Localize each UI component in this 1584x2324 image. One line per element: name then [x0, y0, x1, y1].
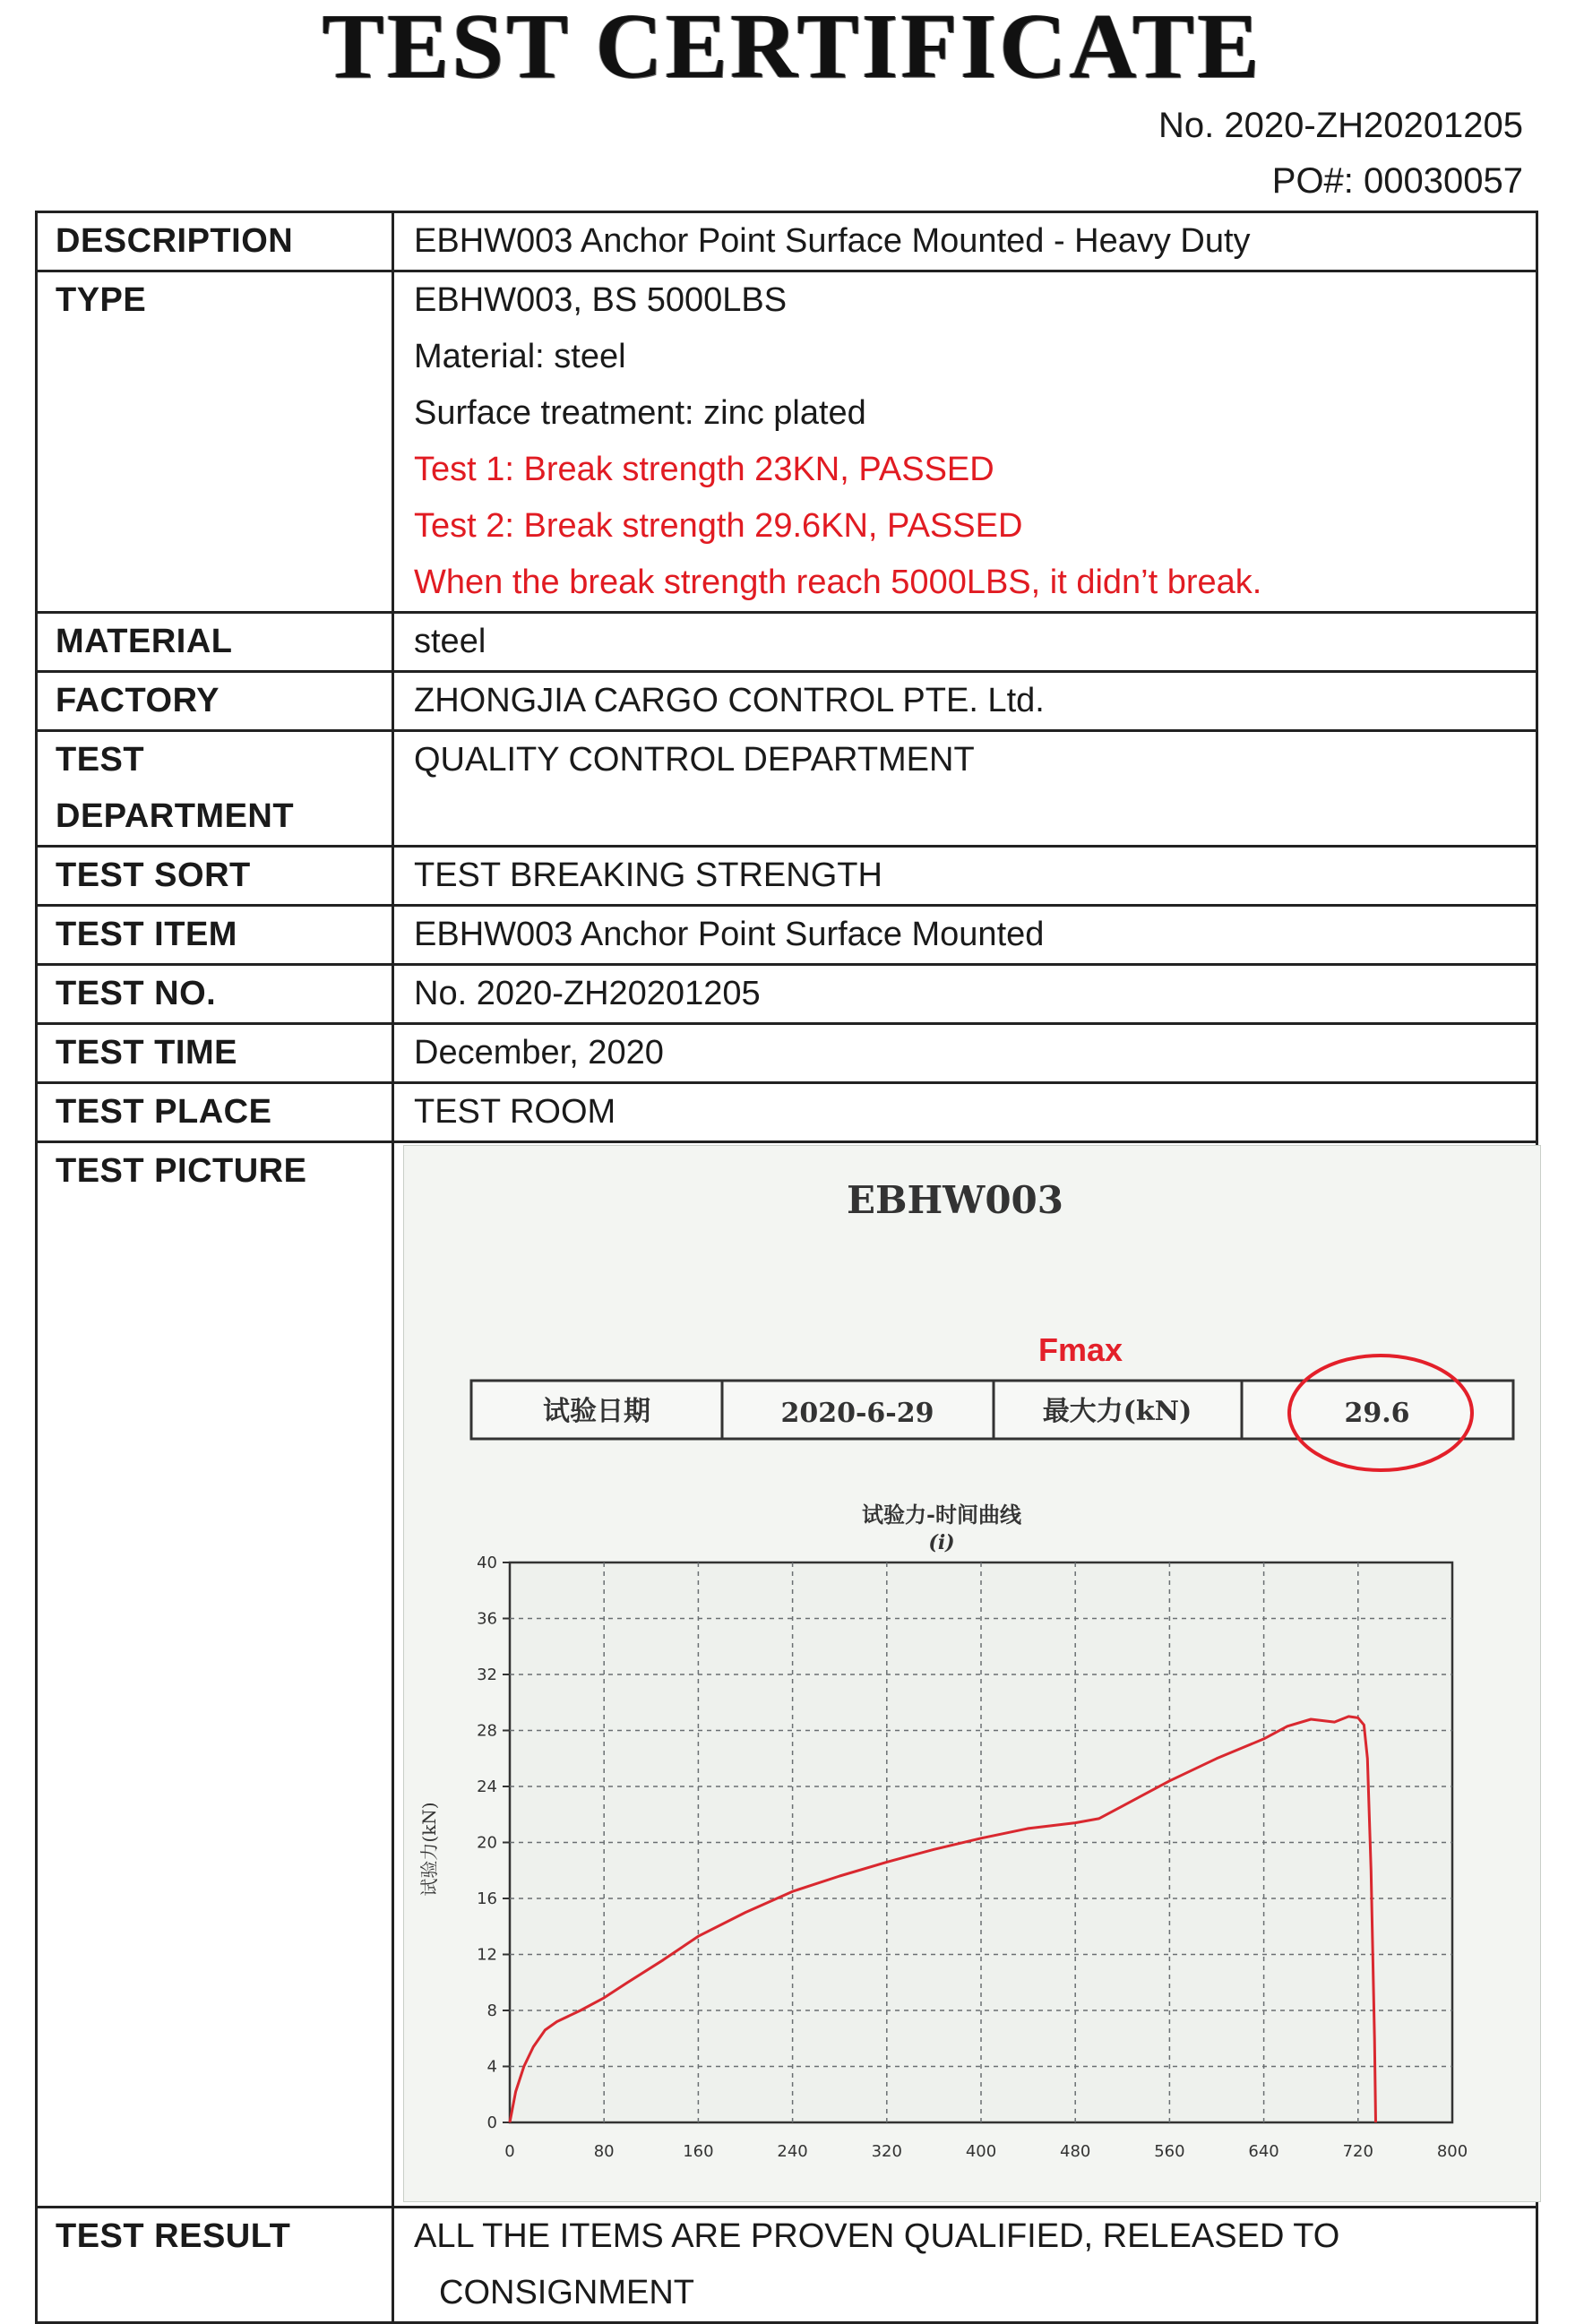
y-tick-label: 24	[477, 1777, 497, 1796]
label-material: MATERIAL	[37, 613, 393, 672]
x-tick-label: 400	[965, 2142, 997, 2161]
row-description	[37, 212, 1537, 271]
row-material	[37, 613, 1537, 672]
x-tick-label: 160	[683, 2142, 714, 2161]
label-test-place: TEST PLACE	[37, 1083, 393, 1142]
info-date-label: 试验日期	[543, 1396, 650, 1427]
y-tick-label: 0	[486, 2113, 497, 2132]
product-title: EBHW003	[846, 1178, 1064, 1222]
test-result-line: Test 1: Break strength 23KN, PASSED	[414, 451, 994, 488]
y-tick-label: 28	[477, 1721, 497, 1741]
plot-area	[477, 1554, 1468, 2161]
x-tick-label: 80	[593, 2142, 615, 2161]
label-test-no: TEST NO.	[37, 965, 393, 1024]
chart-subtitle: (i)	[928, 1531, 955, 1554]
certificate-table	[35, 211, 1538, 2324]
po-number: PO#: 00030057	[1271, 161, 1523, 201]
row-test-place	[37, 1083, 1537, 1142]
force-time-chart	[404, 1146, 1540, 2201]
info-max-force-label: 最大力(kN)	[1042, 1396, 1192, 1427]
test-result-line: When the break strength reach 5000LBS, it didn’t break.	[414, 564, 1262, 601]
value-factory: ZHONGJIA CARGO CONTROL PTE. Ltd.	[393, 672, 1537, 731]
y-tick-label: 32	[477, 1666, 497, 1684]
value-test-result: ALL THE ITEMS ARE PROVEN QUALIFIED, RELEASED TO CONSIGNMENT	[393, 2208, 1537, 2323]
label-test-picture: TEST PICTURE	[37, 1142, 393, 2208]
certificate-title: TEST CERTIFICATE	[322, 0, 1262, 98]
value-material: steel	[393, 613, 1537, 672]
x-tick-label: 640	[1248, 2142, 1279, 2161]
chart-title: 试验力-时间曲线	[862, 1502, 1021, 1528]
label-factory: FACTORY	[37, 672, 393, 731]
row-test-item	[37, 906, 1537, 965]
label-type: TYPE	[37, 271, 393, 613]
value-test-sort: TEST BREAKING STRENGTH	[393, 847, 1537, 906]
label-test-item: TEST ITEM	[37, 906, 393, 965]
y-tick-label: 36	[477, 1609, 497, 1629]
info-table	[471, 1381, 1513, 1439]
row-test-department	[37, 731, 1537, 847]
type-line: EBHW003, BS 5000LBS	[414, 281, 788, 319]
value-test-place: TEST ROOM	[393, 1083, 1537, 1142]
test-picture	[403, 1145, 1541, 2202]
y-tick-label: 20	[477, 1833, 497, 1853]
x-tick-label: 0	[504, 2142, 515, 2161]
row-type	[37, 271, 1537, 613]
x-tick-label: 560	[1154, 2142, 1185, 2161]
x-tick-label: 720	[1342, 2142, 1373, 2161]
type-line: Surface treatment: zinc plated	[414, 394, 866, 432]
value-test-item: EBHW003 Anchor Point Surface Mounted	[393, 906, 1537, 965]
row-test-result	[37, 2208, 1537, 2323]
x-tick-label: 320	[871, 2142, 902, 2161]
type-line: Material: steel	[414, 338, 626, 375]
info-date-value: 2020-6-29	[780, 1398, 934, 1429]
row-test-no	[37, 965, 1537, 1024]
fmax-label: Fmax	[1037, 1331, 1123, 1368]
value-type	[393, 271, 1537, 613]
label-test-department: TEST DEPARTMENT	[37, 731, 393, 847]
label-test-time: TEST TIME	[37, 1024, 393, 1083]
value-test-time: December, 2020	[393, 1024, 1537, 1083]
info-max-force-value: 29.6	[1344, 1398, 1410, 1429]
row-test-picture	[37, 1142, 1537, 2208]
label-test-result: TEST RESULT	[37, 2208, 393, 2323]
value-test-no: No. 2020-ZH20201205	[393, 965, 1537, 1024]
label-description: DESCRIPTION	[37, 212, 393, 271]
certificate-number: No. 2020-ZH20201205	[1158, 106, 1523, 145]
test-picture-cell	[393, 1142, 1537, 2208]
y-tick-label: 16	[477, 1889, 497, 1908]
test-result-line: Test 2: Break strength 29.6KN, PASSED	[414, 507, 1023, 545]
y-axis-label: 试验力(kN)	[418, 1802, 440, 1897]
value-test-department: QUALITY CONTROL DEPARTMENT	[393, 731, 1537, 847]
y-tick-label: 4	[486, 2057, 497, 2077]
x-tick-label: 240	[777, 2142, 808, 2161]
y-tick-label: 12	[477, 1945, 497, 1965]
y-tick-label: 40	[477, 1554, 497, 1572]
value-description: EBHW003 Anchor Point Surface Mounted - Heavy Duty	[393, 212, 1537, 271]
x-tick-label: 480	[1060, 2142, 1091, 2161]
y-tick-label: 8	[486, 2001, 497, 2020]
label-test-sort: TEST SORT	[37, 847, 393, 906]
row-test-time	[37, 1024, 1537, 1083]
row-factory	[37, 672, 1537, 731]
row-test-sort	[37, 847, 1537, 906]
x-tick-label: 800	[1436, 2142, 1468, 2161]
